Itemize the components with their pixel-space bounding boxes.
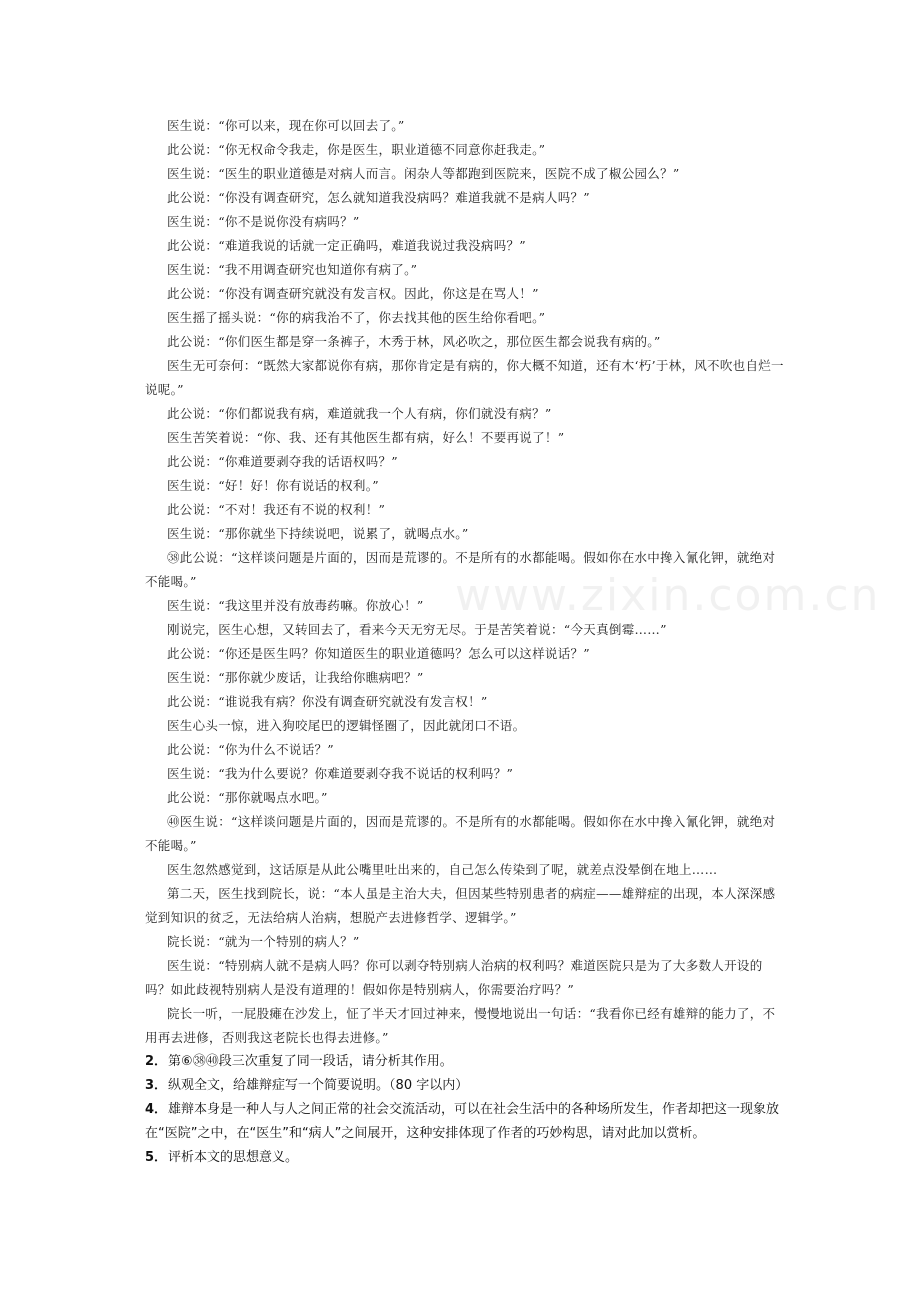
question-number: 4． xyxy=(145,1102,168,1117)
question-text: 雄辩本身是一种人与人之间正常的社会交流活动，可以在社会生活中的各种场所发生，作者却把这一现象放在“医院”之中，在“医生”和“病人”之间展开，这种安排体现了作者的巧妙构思，请对此加以赏析。 xyxy=(145,1102,780,1141)
dialogue-line: 此公说：“你没有调查研究，怎么就知道我没病吗？难道我就不是病人吗？” xyxy=(167,190,590,205)
dialogue-line: 此公说：“你们医生都是穿一条裤子，木秀于林，风必吹之，那位医生都会说我有病的。” xyxy=(167,334,661,349)
dialogue-line: 此公说：“你难道要剥夺我的话语权吗？” xyxy=(167,454,398,469)
dialogue-line: 此公说：“你还是医生吗？你知道医生的职业道德吗？怎么可以这样说话？” xyxy=(167,646,590,661)
watermark: www.zixin.com.cn xyxy=(455,570,881,621)
dialogue-line: 医生忽然感觉到，这话原是从此公嘴里吐出来的，自己怎么传染到了呢，就差点没晕倒在地上…… xyxy=(167,862,718,877)
question-5 xyxy=(145,1146,805,1170)
dialogue-line: 医生心头一惊，进入狗咬尾巴的逻辑怪圈了，因此就闭口不语。 xyxy=(167,718,526,733)
dialogue-line: 医生说：“你不是说你没有病吗？” xyxy=(167,214,360,229)
dialogue-line: 医生说：“我这里并没有放毒药嘛。你放心！” xyxy=(167,598,424,613)
dialogue-line: 医生无可奈何：“既然大家都说你有病，那你肯定是有病的，你大概不知道，还有木‘朽’于林，风不吹也自烂一说呢。” xyxy=(145,358,784,397)
dialogue-line: 第二天，医生找到院长，说：“本人虽是主治大夫，但因某些特别患者的病症——雄辩症的出现，本人深深感觉到知识的贫乏，无法给病人治病，想脱产去进修哲学、逻辑学。” xyxy=(145,886,776,925)
question-4 xyxy=(145,1098,805,1146)
dialogue-line: 院长一听，一屁股瘫在沙发上，怔了半天才回过神来，慢慢地说出一句话：“我看你已经有雄辩的能力了，不用再去进修，否则我这老院长也得去进修。” xyxy=(145,1006,776,1045)
dialogue-line: 医生说：“你可以来，现在你可以回去了。” xyxy=(167,118,405,133)
question-text: 第⑥㊳㊵段三次重复了同一段话，请分析其作用。 xyxy=(168,1054,453,1069)
question-text: 纵观全文，给雄辩症写一个简要说明。（80 字以内） xyxy=(168,1078,469,1093)
dialogue-line: 医生说：“特别病人就不是病人吗？你可以剥夺特别病人治病的权利吗？难道医院只是为了大多数人开设的吗？如此歧视特别病人是没有道理的！假如你是特别病人，你需要治疗吗？” xyxy=(145,958,763,997)
dialogue-line: 医生苦笑着说：“你、我、还有其他医生都有病，好么！不要再说了！” xyxy=(167,430,565,445)
dialogue-line: ㊳此公说：“这样谈问题是片面的，因而是荒谬的。不是所有的水都能喝。假如你在水中搀入氰化钾，就绝对不能喝。” xyxy=(145,550,776,589)
dialogue-line: 此公说：“那你就喝点水吧。” xyxy=(167,790,328,805)
dialogue-line: 此公说：“你们都说我有病，难道就我一个人有病，你们就没有病？” xyxy=(167,406,552,421)
dialogue-line: 医生摇了摇头说：“你的病我治不了，你去找其他的医生给你看吧。” xyxy=(167,310,546,325)
dialogue-line: 此公说：“你没有调查研究就没有发言权。因此，你这是在骂人！” xyxy=(167,286,539,301)
dialogue-line: 医生说：“那你就坐下持续说吧，说累了，就喝点水。” xyxy=(167,526,469,541)
dialogue-line: 刚说完，医生心想，又转回去了，看来今天无穷无尽。于是苦笑着说：“今天真倒霉……” xyxy=(167,622,667,637)
question-2 xyxy=(145,1050,805,1074)
dialogue-line: 医生说：“医生的职业道德是对病人而言。闲杂人等都跑到医院来，医院不成了椒公园么？” xyxy=(167,166,680,181)
question-number: 2． xyxy=(145,1054,168,1069)
dialogue-line: 医生说：“我不用调查研究也知道你有病了。” xyxy=(167,262,418,277)
dialogue-line: 此公说：“不对！我还有不说的权利！” xyxy=(167,502,386,517)
dialogue-line: 院长说：“就为一个特别的病人？” xyxy=(167,934,360,949)
dialogue-line: 医生说：“我为什么要说？你难道要剥夺我不说话的权利吗？” xyxy=(167,766,514,781)
dialogue-line: ㊵医生说：“这样谈问题是片面的，因而是荒谬的。不是所有的水都能喝。假如你在水中搀入氰化钾，就绝对不能喝。” xyxy=(145,814,776,853)
dialogue-line: 此公说：“难道我说的话就一定正确吗，难道我说过我没病吗？” xyxy=(167,238,526,253)
dialogue-line: 医生说：“那你就少废话，让我给你瞧病吧？” xyxy=(167,670,424,685)
dialogue-line: 医生说：“好！好！你有说话的权利。” xyxy=(167,478,379,493)
dialogue-line: 此公说：“谁说我有病？你没有调查研究就没有发言权！” xyxy=(167,694,488,709)
question-3 xyxy=(145,1074,805,1098)
dialogue-line: 此公说：“你为什么不说话？” xyxy=(167,742,334,757)
dialogue-line: 此公说：“你无权命令我走，你是医生，职业道德不同意你赶我走。” xyxy=(167,142,546,157)
question-text: 评析本文的思想意义。 xyxy=(168,1150,299,1165)
question-number: 3． xyxy=(145,1078,168,1093)
question-number: 5． xyxy=(145,1150,168,1165)
